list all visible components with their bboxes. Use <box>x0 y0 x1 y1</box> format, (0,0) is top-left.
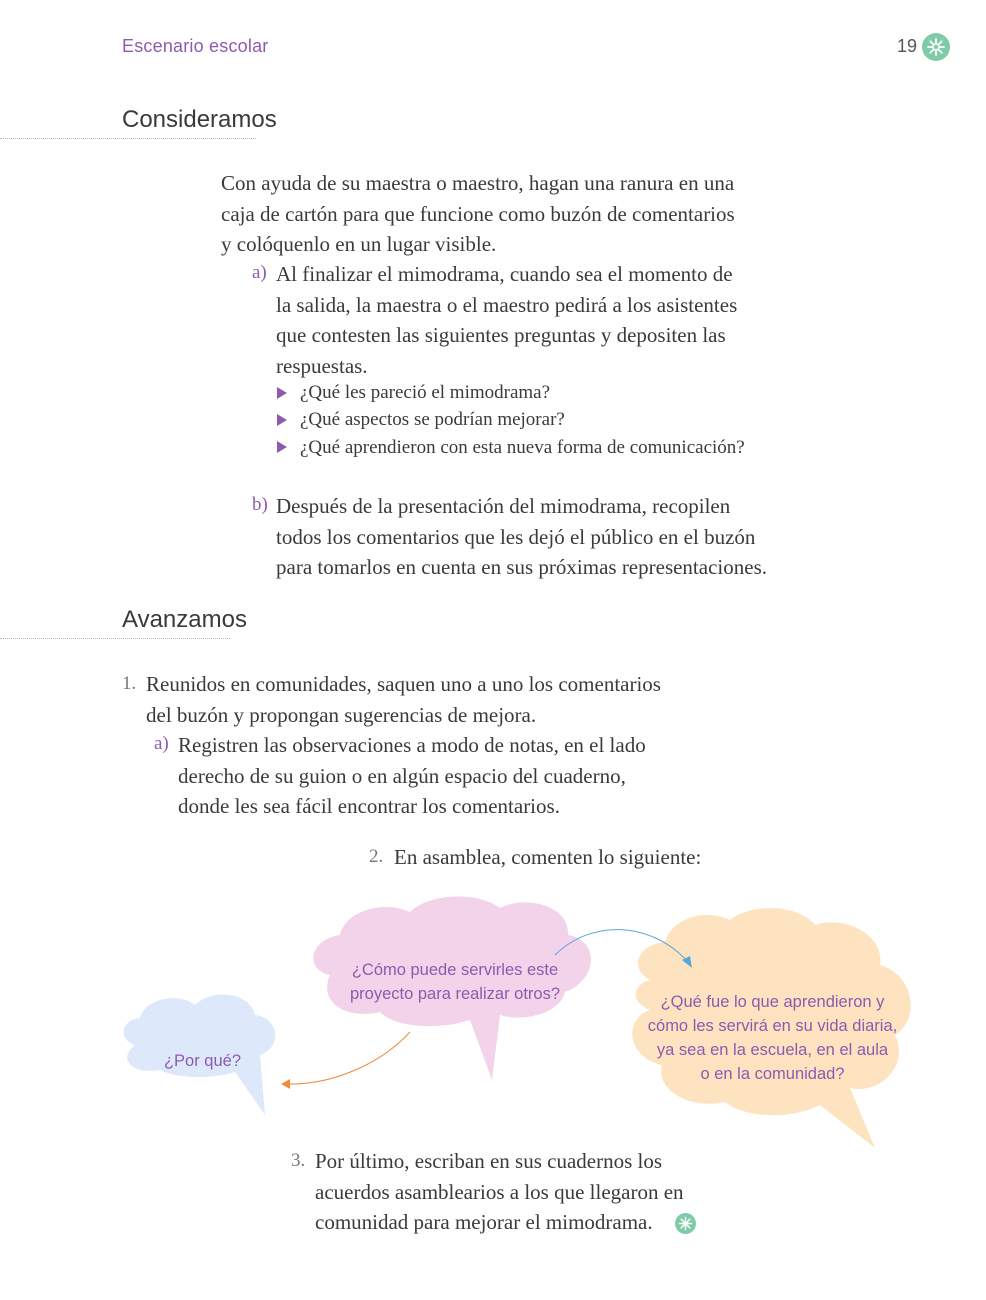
page-number: 19 <box>897 36 918 56</box>
item-b-text <box>276 491 816 583</box>
text-line: para tomarlos en cuenta en sus próximas representaciones. <box>276 555 767 579</box>
text-line: proyecto para realizar otros? <box>349 985 561 1003</box>
bubble-center-text <box>330 958 580 1006</box>
text-line: ¿Cómo puede servirles este <box>351 961 559 979</box>
list-marker-a: a) <box>252 262 267 283</box>
running-header: Escenario escolar <box>122 36 269 56</box>
text-line: Registren las observaciones a modo de notas, en el lado <box>178 733 646 757</box>
bubble-left-text <box>150 1049 255 1073</box>
snowflake-sun-icon <box>922 33 950 61</box>
step1-text <box>146 669 726 730</box>
bubble-right-text <box>645 990 900 1086</box>
step2-text: En asamblea, comenten lo siguiente: <box>394 845 702 869</box>
text-line: caja de cartón para que funcione como buzón de comentarios <box>221 201 735 226</box>
text-line: del buzón y propongan sugerencias de mejora. <box>146 702 537 727</box>
section-title-consideramos: Consideramos <box>122 106 277 133</box>
text-line: la salida, la maestra o el maestro pedirá a los asistentes <box>276 292 738 317</box>
step3-text <box>315 1146 735 1238</box>
bullet-item: ¿Qué aprendieron con esta nueva forma de comunicación? <box>300 437 745 458</box>
text-line: o en la comunidad? <box>700 1065 845 1083</box>
text-line: y colóquenlo en un lugar visible. <box>221 232 497 256</box>
text-line: Después de la presentación del mimodrama, recopilen <box>276 494 731 518</box>
text-line: respuestas. <box>276 353 368 378</box>
item-a-text <box>276 259 796 381</box>
step-marker-2: 2. <box>369 846 384 867</box>
section-divider <box>0 138 256 139</box>
text-line: ya sea en la escuela, en el aula <box>656 1041 889 1059</box>
snowflake-sun-icon <box>675 1213 696 1234</box>
text-line: Reunidos en comunidades, saquen uno a uno los comentarios <box>146 672 661 696</box>
list-marker-b: b) <box>252 494 268 515</box>
consideramos-intro <box>221 168 781 260</box>
step-marker-3: 3. <box>291 1150 306 1171</box>
triangle-bullet-icon <box>277 387 287 399</box>
text-line: Por último, escriban en sus cuadernos los <box>315 1149 663 1173</box>
text-line: ¿Por qué? <box>163 1052 242 1070</box>
list-marker-a: a) <box>154 733 169 754</box>
text-line: Con ayuda de su maestra o maestro, hagan una ranura en una <box>221 171 735 195</box>
triangle-bullet-icon <box>277 441 287 453</box>
text-line: ¿Qué fue lo que aprendieron y <box>660 993 885 1011</box>
text-line: acuerdos asamblearios a los que llegaron en <box>315 1179 684 1204</box>
section-title-avanzamos: Avanzamos <box>122 606 247 633</box>
step-marker-1: 1. <box>122 673 137 694</box>
text-line: cómo les servirá en su vida diaria, <box>647 1017 898 1035</box>
text-line: derecho de su guion o en algún espacio del cuaderno, <box>178 763 626 788</box>
section-divider <box>0 638 230 639</box>
text-line: que contesten las siguientes preguntas y depositen las <box>276 323 726 347</box>
connector-arrow <box>288 1032 410 1084</box>
text-line: Al finalizar el mimodrama, cuando sea el momento de <box>276 262 733 286</box>
arrowhead-icon <box>281 1079 290 1089</box>
text-line: donde les sea fácil encontrar los comentarios. <box>178 794 560 818</box>
triangle-bullet-icon <box>277 414 287 426</box>
text-line: comunidad para mejorar el mimodrama. <box>315 1210 653 1234</box>
step1-sub-a-text <box>178 730 698 822</box>
bullet-item: ¿Qué aspectos se podrían mejorar? <box>300 409 565 430</box>
bullet-item: ¿Qué les pareció el mimodrama? <box>300 382 551 403</box>
text-line: todos los comentarios que les dejó el público en el buzón <box>276 524 756 549</box>
